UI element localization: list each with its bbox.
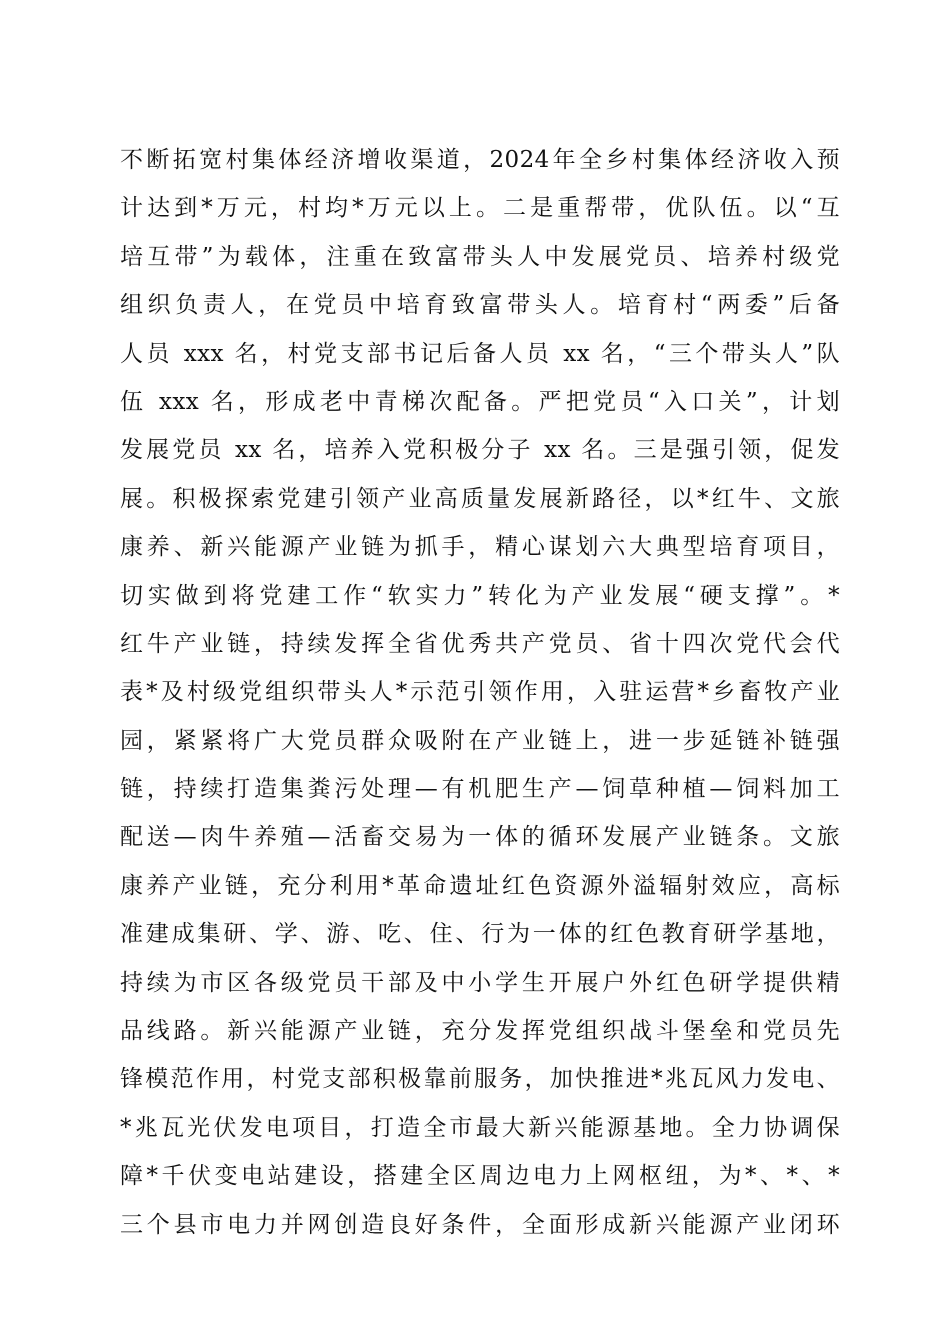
- text-line: 不断拓宽村集体经济增收渠道，2024年全乡村集体经济收入预: [120, 147, 840, 173]
- text-line: 品线路。新兴能源产业链，充分发挥党组织战斗堡垒和党员先: [120, 1018, 840, 1045]
- text-line: 链，持续打造集粪污处理—有机肥生产—饲草种植—饲料加工: [120, 776, 840, 803]
- text-line: 展。积极探索党建引领产业高质量发展新路径，以*红牛、文旅: [120, 485, 840, 512]
- text-line: 三个县市电力并网创造良好条件，全面形成新兴能源产业闭环: [120, 1211, 840, 1238]
- text-line: 准建成集研、学、游、吃、住、行为一体的红色教育研学基地，: [120, 921, 840, 948]
- text-line: 计达到*万元，村均*万元以上。二是重帮带，优队伍。以“互: [120, 195, 840, 222]
- text-line: 表*及村级党组织带头人*示范引领作用，入驻运营*乡畜牧产业: [120, 679, 840, 706]
- text-line: 配送—肉牛养殖—活畜交易为一体的循环发展产业链条。文旅: [120, 824, 840, 851]
- text-line: 红牛产业链，持续发挥全省优秀共产党员、省十四次党代会代: [120, 630, 840, 657]
- text-line: 培互带”为载体，注重在致富带头人中发展党员、培养村级党: [120, 243, 840, 270]
- text-line: 持续为市区各级党员干部及中小学生开展户外红色研学提供精: [120, 969, 840, 996]
- body-paragraph: [120, 136, 840, 1249]
- text-line: 锋模范作用，村党支部积极靠前服务，加快推进*兆瓦风力发电、: [120, 1066, 840, 1093]
- text-line: 障*千伏变电站建设，搭建全区周边电力上网枢纽，为*、*、*: [120, 1163, 840, 1190]
- text-line: 康养、新兴能源产业链为抓手，精心谋划六大典型培育项目，: [120, 534, 840, 561]
- text-line: 伍 xxx 名，形成老中青梯次配备。严把党员“入口关”，计划: [120, 388, 840, 415]
- text-line: 切实做到将党建工作“软实力”转化为产业发展“硬支撑”。*: [120, 582, 840, 609]
- text-line: 组织负责人，在党员中培育致富带头人。培育村“两委”后备: [120, 292, 840, 319]
- text-line: 康养产业链，充分利用*革命遗址红色资源外溢辐射效应，高标: [120, 872, 840, 899]
- text-line: 人员 xxx 名，村党支部书记后备人员 xx 名，“三个带头人”队: [120, 340, 840, 367]
- text-line: 园，紧紧将广大党员群众吸附在产业链上，进一步延链补链强: [120, 727, 840, 754]
- text-line: 发展党员 xx 名，培养入党积极分子 xx 名。三是强引领，促发: [120, 437, 840, 464]
- text-line: *兆瓦光伏发电项目，打造全市最大新兴能源基地。全力协调保: [120, 1114, 840, 1141]
